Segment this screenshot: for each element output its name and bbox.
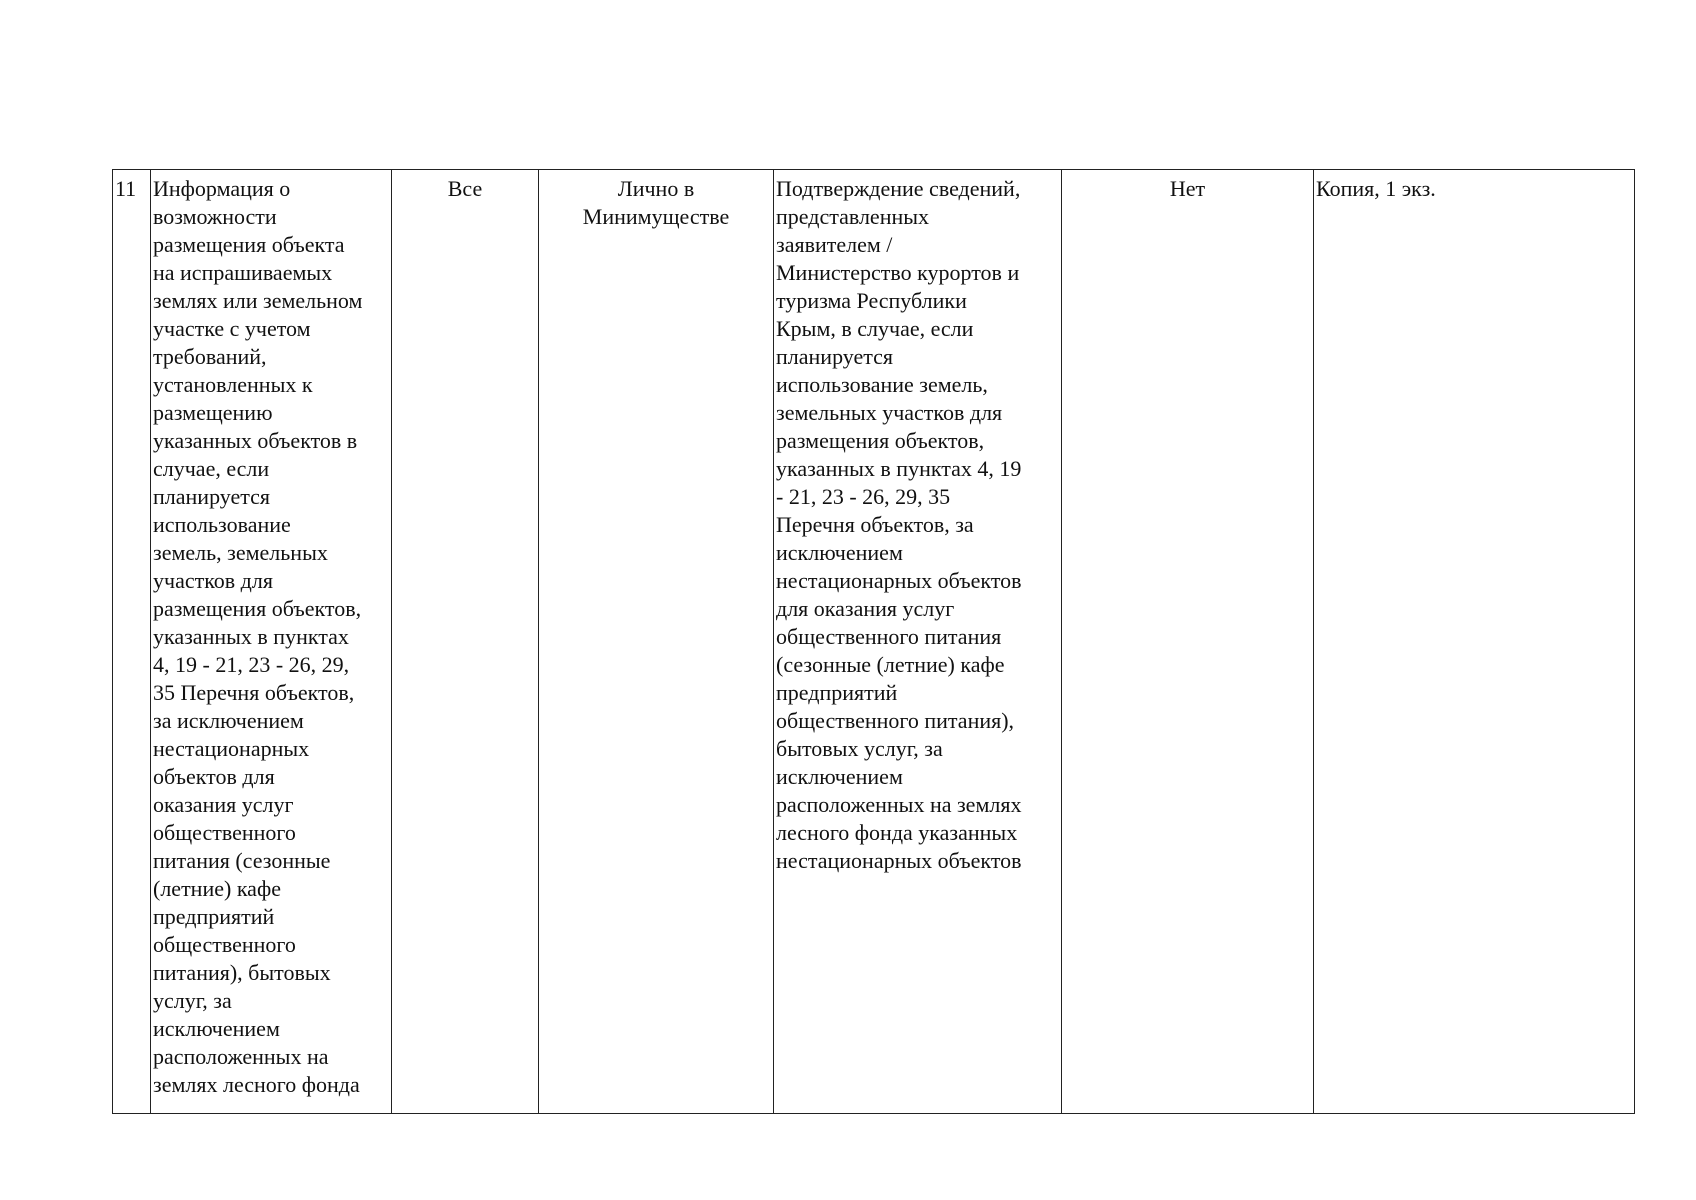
requirement-cell: Нет <box>1062 170 1314 1114</box>
submission-method-cell: Лично в Минимуществе <box>539 170 774 1114</box>
document-table <box>112 169 1635 1114</box>
document-info-cell: Информация о возможности размещения объекта на испрашиваемых землях или земельном участке с учетом требований, установленных к размещению указанных объектов в случае, если планируется использование земель, земельных участков для размещения объектов, указанных в пунктах 4, 19 - 21, 23 - 26, 29, 35 Перечня объектов, за исключением нестационарных объектов для оказания услуг общественного питания (сезонные (летние) кафе предприятий общественного питания), бытовых услуг, за исключением расположенных на землях лесного фонда <box>151 170 392 1114</box>
row-number-cell: 11 <box>113 170 151 1114</box>
table-row <box>113 170 1635 1114</box>
confirmation-cell: Подтверждение сведений, представленных заявителем / Министерство курортов и туризма Республики Крым, в случае, если планируется использование земель, земельных участков для размещения объектов, указанных в пунктах 4, 19 - 21, 23 - 26, 29, 35 Перечня объектов, за исключением нестационарных объектов для оказания услуг общественного питания (сезонные (летние) кафе предприятий общественного питания), бытовых услуг, за исключением расположенных на землях лесного фонда указанных нестационарных объектов <box>774 170 1062 1114</box>
applicants-cell: Все <box>392 170 539 1114</box>
form-copies-cell: Копия, 1 экз. <box>1314 170 1635 1114</box>
